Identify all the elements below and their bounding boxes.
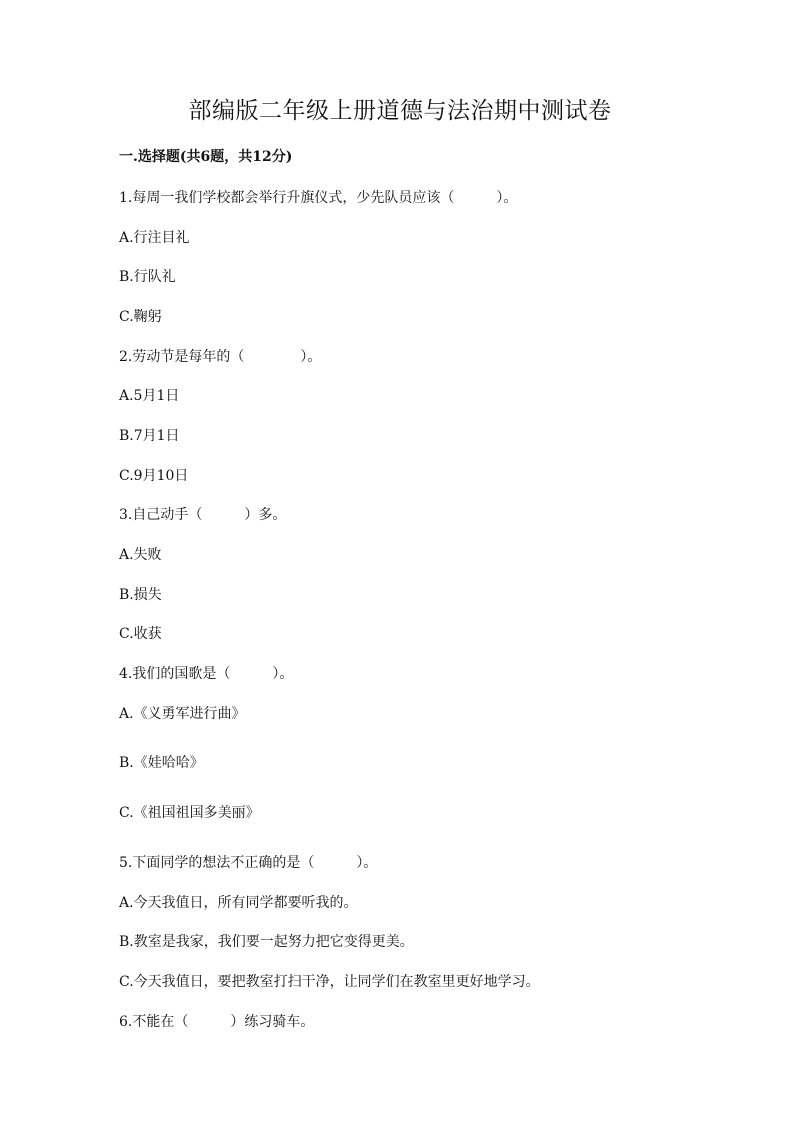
question-4-option-b: B.《娃哈哈》 [119, 755, 204, 771]
question-1-option-c: C.鞠躬 [119, 309, 162, 325]
question-2-option-a: A.5月1日 [119, 388, 180, 404]
question-4-option-c: C.《祖国祖国多美丽》 [119, 805, 260, 821]
question-3-option-b: B.损失 [119, 587, 162, 603]
section-header: 一.选择题(共6题，共12分) [119, 149, 293, 165]
question-5-option-c: C.今天我值日，要把教室打扫干净，让同学们在教室里更好地学习。 [119, 974, 540, 990]
question-2-option-b: B.7月1日 [119, 428, 180, 444]
question-5-option-a: A.今天我值日，所有同学都要听我的。 [119, 895, 358, 911]
question-3-option-c: C.收获 [119, 626, 162, 642]
question-2-option-c: C.9月10日 [119, 468, 189, 484]
question-2-stem: 2.劳动节是每年的（ ）。 [119, 349, 322, 365]
question-6-stem: 6.不能在（ ）练习骑车。 [119, 1014, 315, 1030]
question-5-option-b: B.教室是我家，我们要一起努力把它变得更美。 [119, 934, 414, 950]
exam-title: 部编版二年级上册道德与法治期中测试卷 [188, 98, 612, 124]
question-5-stem: 5.下面同学的想法不正确的是（ ）。 [119, 855, 378, 871]
question-3-option-a: A.失败 [119, 547, 162, 563]
question-4-option-a: A.《义勇军进行曲》 [119, 706, 246, 722]
question-1-option-b: B.行队礼 [119, 269, 176, 285]
question-1-option-a: A.行注目礼 [119, 230, 190, 246]
question-1-stem: 1.每周一我们学校都会举行升旗仪式，少先队员应该（ ）。 [119, 190, 518, 206]
question-4-stem: 4.我们的国歌是（ ）。 [119, 666, 294, 682]
question-3-stem: 3.自己动手（ ）多。 [119, 507, 287, 523]
